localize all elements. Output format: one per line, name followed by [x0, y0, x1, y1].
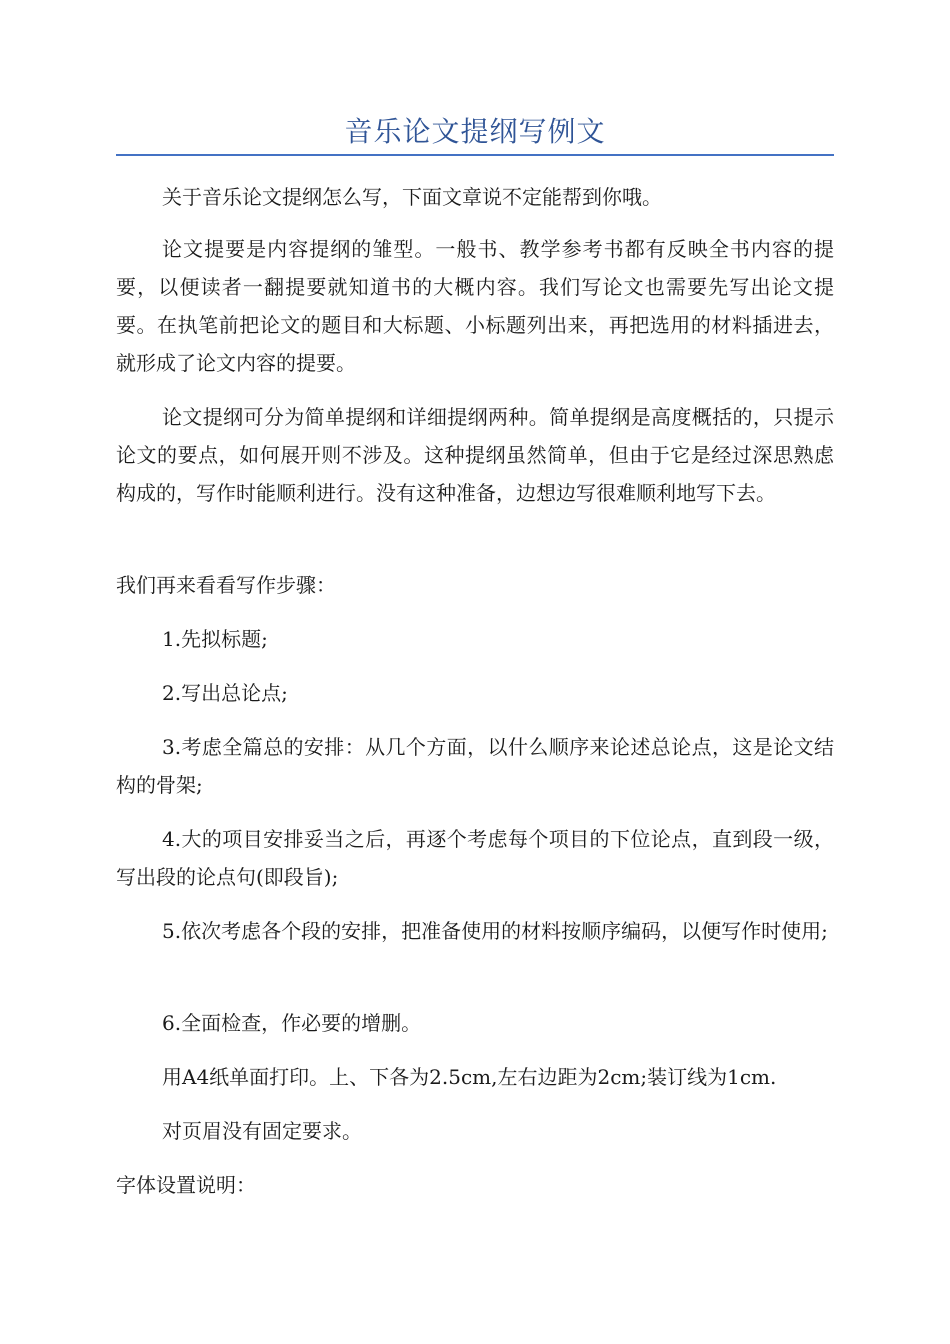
steps-heading: 我们再来看看写作步骤：: [116, 573, 336, 597]
step-2: 2.写出总论点;: [162, 681, 288, 705]
document-title: 音乐论文提纲写例文: [344, 115, 606, 148]
step-1: 1.先拟标题;: [162, 627, 268, 651]
step-5: 5.依次考虑各个段的安排，把准备使用的材料按顺序编码，以便写作时使用;: [162, 919, 828, 943]
abstract-paragraph: 论文提要是内容提纲的雏型。一般书、教学参考书都有反映全书内容的提要，以便读者一翻提要就知道书的大概内容。我们写论文也需要先写出论文提要。在执笔前把论文的题目和大标题、小标题列出来，再把选用的材料插进去，就形成了论文内容的提要。: [116, 237, 834, 375]
font-settings-heading: 字体设置说明：: [116, 1173, 256, 1197]
step-6: 6.全面检查，作必要的增删。: [162, 1011, 422, 1035]
header-note-paragraph: 对页眉没有固定要求。: [162, 1119, 362, 1143]
outline-types-paragraph: 论文提纲可分为简单提纲和详细提纲两种。简单提纲是高度概括的，只提示论文的要点，如何展开则不涉及。这种提纲虽然简单，但由于它是经过深思熟虑构成的，写作时能顺利进行。没有这种准备，边想边写很难顺利地写下去。: [116, 405, 834, 505]
intro-paragraph: 关于音乐论文提纲怎么写，下面文章说不定能帮到你哦。: [162, 185, 662, 209]
print-settings-paragraph: 用A4纸单面打印。上、下各为2.5cm,左右边距为2cm;装订线为1cm.: [162, 1065, 777, 1089]
title-underline: [116, 154, 834, 156]
step-3: 3.考虑全篇总的安排：从几个方面，以什么顺序来论述总论点，这是论文结构的骨架;: [116, 735, 834, 797]
step-4: 4.大的项目安排妥当之后，再逐个考虑每个项目的下位论点，直到段一级，写出段的论点句(即段旨);: [116, 827, 834, 889]
